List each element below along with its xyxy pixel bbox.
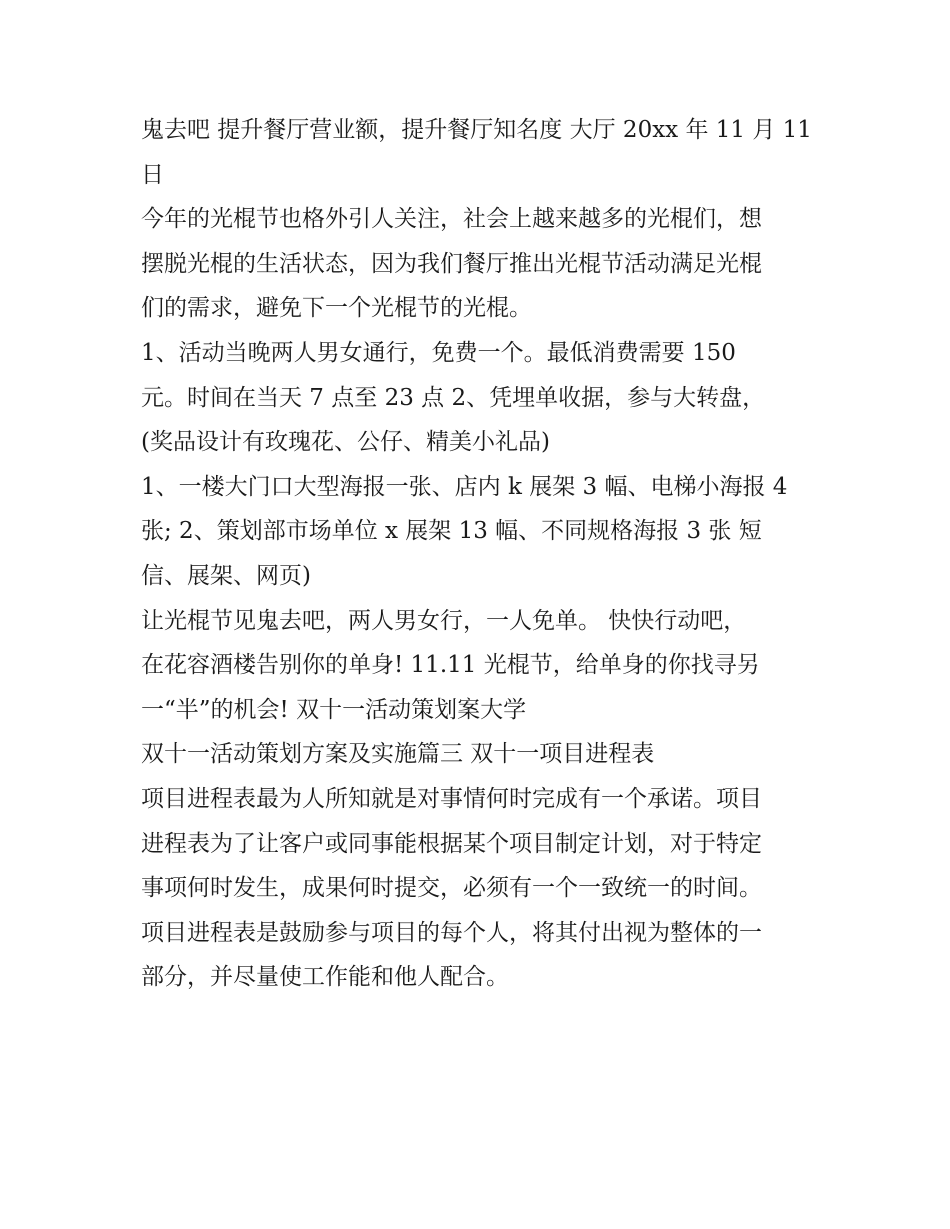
text-line: 们的需求，避免下一个光棍节的光棍。 — [141, 295, 532, 322]
text-line: 今年的光棍节也格外引人关注，社会上越来越多的光棍们，想 — [141, 206, 762, 233]
text-line: 事项何时发生，成果何时提交，必须有一个一致统一的时间。 — [141, 875, 762, 902]
text-line: 1、一楼大门口大型海报一张、店内 k 展架 3 幅、电梯小海报 4 — [141, 473, 788, 500]
text-line: 鬼去吧 提升餐厅营业额，提升餐厅知名度 大厅 20xx 年 11 月 11 — [141, 117, 812, 143]
text-line: 信、展架、网页) — [141, 562, 311, 589]
text-line: (奖品设计有玫瑰花、公仔、精美小礼品) — [141, 429, 550, 456]
text-line: 日 — [141, 161, 164, 188]
text-line: 一“半”的机会! 双十一活动策划案大学 — [141, 696, 527, 723]
body-text — [141, 108, 821, 1000]
text-line: 摆脱光棍的生活状态，因为我们餐厅推出光棍节活动满足光棍 — [141, 250, 762, 277]
text-line: 部分，并尽量使工作能和他人配合。 — [141, 964, 509, 991]
text-line: 项目进程表最为人所知就是对事情何时完成有一个承诺。项目 — [141, 785, 762, 812]
text-line: 元。时间在当天 7 点至 23 点 2、凭埋单收据，参与大转盘， — [141, 384, 766, 411]
text-line: 1、活动当晚两人男女通行，免费一个。最低消费需要 150 — [141, 339, 736, 366]
text-line: 张; 2、策划部市场单位 x 展架 13 幅、不同规格海报 3 张 短 — [141, 518, 762, 545]
text-line: 在花容酒楼告别你的单身! 11.11 光棍节，给单身的你找寻另 — [141, 652, 760, 679]
text-line: 让光棍节见鬼去吧，两人男女行，一人免单。 快快行动吧， — [141, 607, 747, 634]
text-line: 双十一活动策划方案及实施篇三 双十一项目进程表 — [141, 741, 655, 768]
text-line: 进程表为了让客户或同事能根据某个项目制定计划，对于特定 — [141, 830, 762, 857]
text-line: 项目进程表是鼓励参与项目的每个人，将其付出视为整体的一 — [141, 919, 762, 946]
